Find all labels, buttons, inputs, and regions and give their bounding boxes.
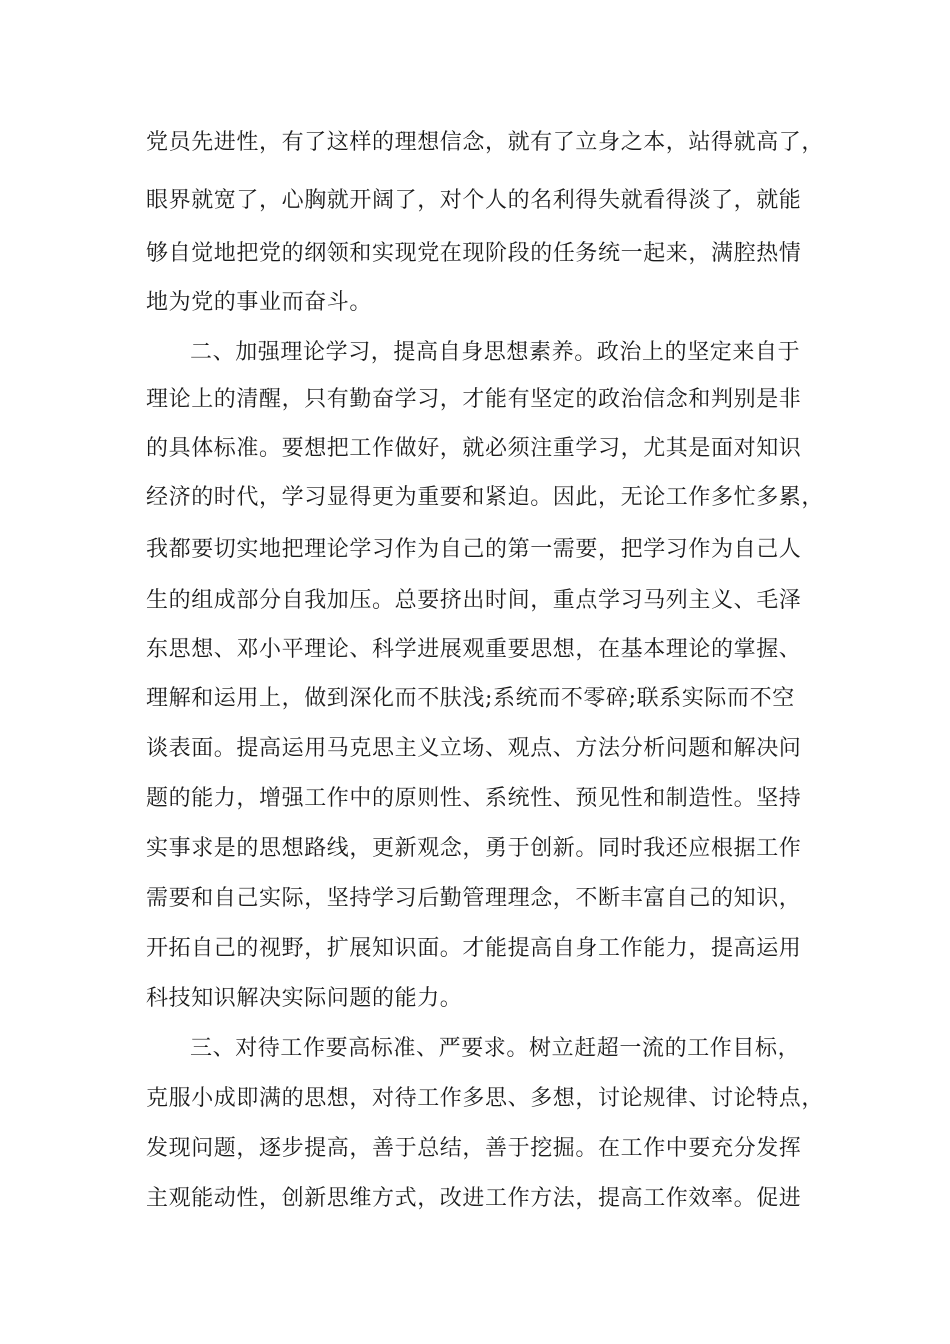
- paragraph-3-line-2: 克服小成即满的思想，对待工作多思、多想，讨论规律、讨论特点，: [146, 1086, 825, 1111]
- paragraph-3-line-3: 发现问题，逐步提高，善于总结，善于挖掘。在工作中要充分发挥: [146, 1136, 802, 1161]
- paragraph-1-line-2: 眼界就宽了，心胸就开阔了，对个人的名利得失就看得淡了，就能: [146, 188, 802, 213]
- paragraph-2-line-8: 理解和运用上，做到深化而不肤浅;系统而不零碎;联系实际而不空: [146, 686, 795, 711]
- paragraph-1-line-3: 够自觉地把党的纲领和实现党在现阶段的任务统一起来，满腔热情: [146, 241, 802, 266]
- paragraph-2-line-9: 谈表面。提高运用马克思主义立场、观点、方法分析问题和解决问: [146, 736, 802, 761]
- paragraph-1-line-1: 党员先进性，有了这样的理想信念，就有了立身之本，站得就高了，: [146, 130, 825, 155]
- paragraph-2-line-11: 实事求是的思想路线，更新观念，勇于创新。同时我还应根据工作: [146, 836, 802, 861]
- paragraph-2-line-2: 理论上的清醒，只有勤奋学习，才能有坚定的政治信念和判别是非: [146, 387, 802, 412]
- paragraph-2-line-13: 开拓自己的视野，扩展知识面。才能提高自身工作能力，提高运用: [146, 936, 802, 961]
- paragraph-2-line-7: 东思想、邓小平理论、科学进展观重要思想，在基本理论的掌握、: [146, 637, 802, 662]
- paragraph-2-line-12: 需要和自己实际，坚持学习后勤管理理念，不断丰富自己的知识，: [146, 886, 802, 911]
- paragraph-2-line-3: 的具体标准。要想把工作做好，就必须注重学习，尤其是面对知识: [146, 436, 802, 461]
- paragraph-2-line-14: 科技知识解决实际问题的能力。: [146, 986, 463, 1011]
- paragraph-1-line-4: 地为党的事业而奋斗。: [146, 290, 373, 315]
- paragraph-2-line-6: 生的组成部分自我加压。总要挤出时间，重点学习马列主义、毛泽: [146, 588, 802, 613]
- paragraph-3-line-1: 三、对待工作要高标准、严要求。树立赶超一流的工作目标，: [190, 1036, 801, 1061]
- paragraph-2-line-5: 我都要切实地把理论学习作为自己的第一需要，把学习作为自己人: [146, 537, 802, 562]
- paragraph-2-line-1: 二、加强理论学习，提高自身思想素养。政治上的坚定来自于: [190, 340, 801, 365]
- paragraph-3-line-4: 主观能动性，创新思维方式，改进工作方法，提高工作效率。促进: [146, 1186, 802, 1211]
- paragraph-2-line-4: 经济的时代，学习显得更为重要和紧迫。因此，无论工作多忙多累，: [146, 485, 825, 510]
- paragraph-2-line-10: 题的能力，增强工作中的原则性、系统性、预见性和制造性。坚持: [146, 786, 802, 811]
